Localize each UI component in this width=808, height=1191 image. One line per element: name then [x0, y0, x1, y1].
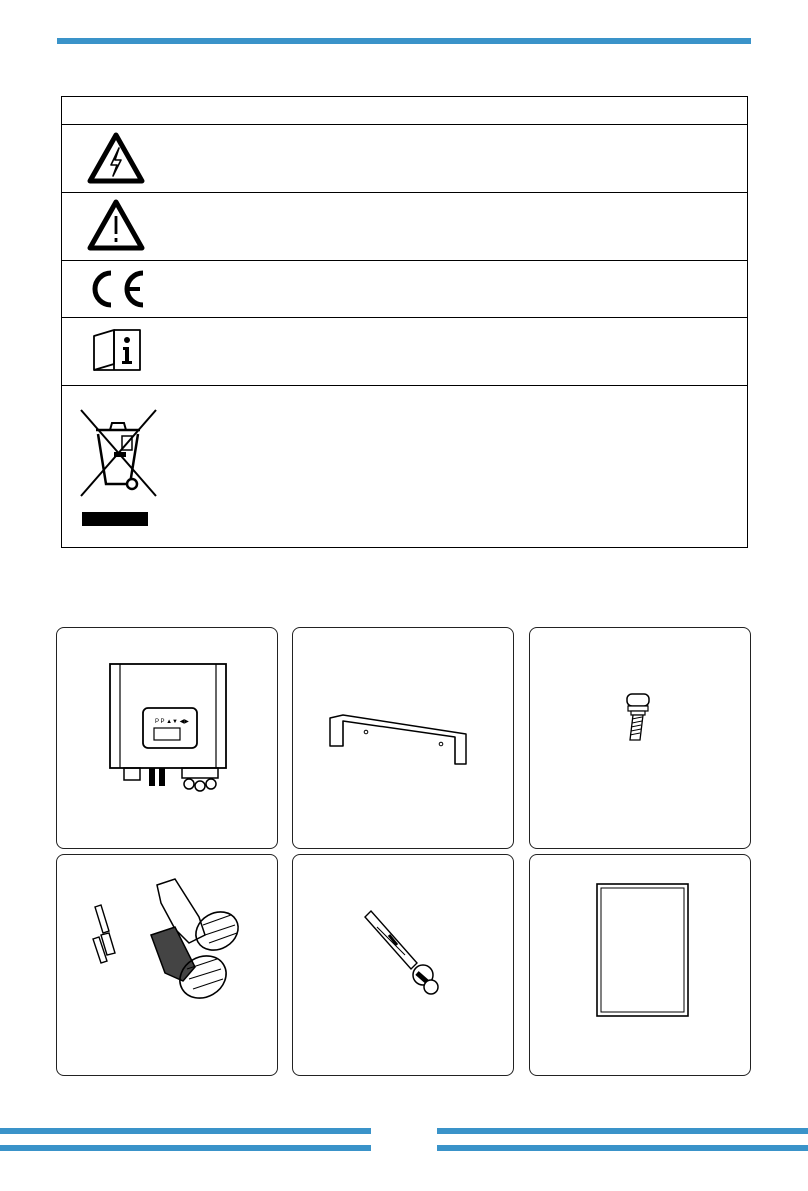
wall-bracket-icon: [293, 628, 515, 850]
package-item-wall-bracket: [292, 627, 514, 849]
symbol-row-ce: [62, 260, 747, 318]
bottom-right-rule-2: [437, 1145, 808, 1151]
high-voltage-warning-icon: [86, 131, 146, 187]
ce-mark-icon: [82, 269, 148, 309]
symbols-table: [61, 96, 748, 548]
expansion-bolt-icon: [293, 855, 515, 1077]
inverter-icon: [57, 628, 279, 850]
svg-text:P P ▲▼ ◀▶: P P ▲▼ ◀▶: [155, 719, 189, 725]
package-item-screw: [529, 627, 751, 849]
symbol-row-general-warning: [62, 192, 747, 261]
dc-connector-icon: [57, 855, 279, 1077]
package-item-expansion-bolt: [292, 854, 514, 1076]
weee-crossed-bin-icon: [76, 406, 160, 530]
bottom-left-rule-1: [0, 1128, 371, 1134]
manual-booklet-icon: [530, 855, 752, 1077]
read-manual-icon: [90, 328, 144, 374]
bottom-left-rule-2: [0, 1145, 371, 1151]
package-item-manual: [529, 854, 751, 1076]
general-warning-icon: [86, 198, 146, 254]
symbol-row-high-voltage: [62, 124, 747, 193]
package-item-inverter: [56, 627, 278, 849]
package-item-dc-connectors: [56, 854, 278, 1076]
symbols-table-header: [62, 97, 747, 124]
symbol-row-weee: [62, 385, 747, 549]
bottom-right-rule-1: [437, 1128, 808, 1134]
symbol-row-read-manual: [62, 317, 747, 386]
top-accent-rule: [57, 38, 751, 44]
screw-icon: [530, 628, 752, 850]
